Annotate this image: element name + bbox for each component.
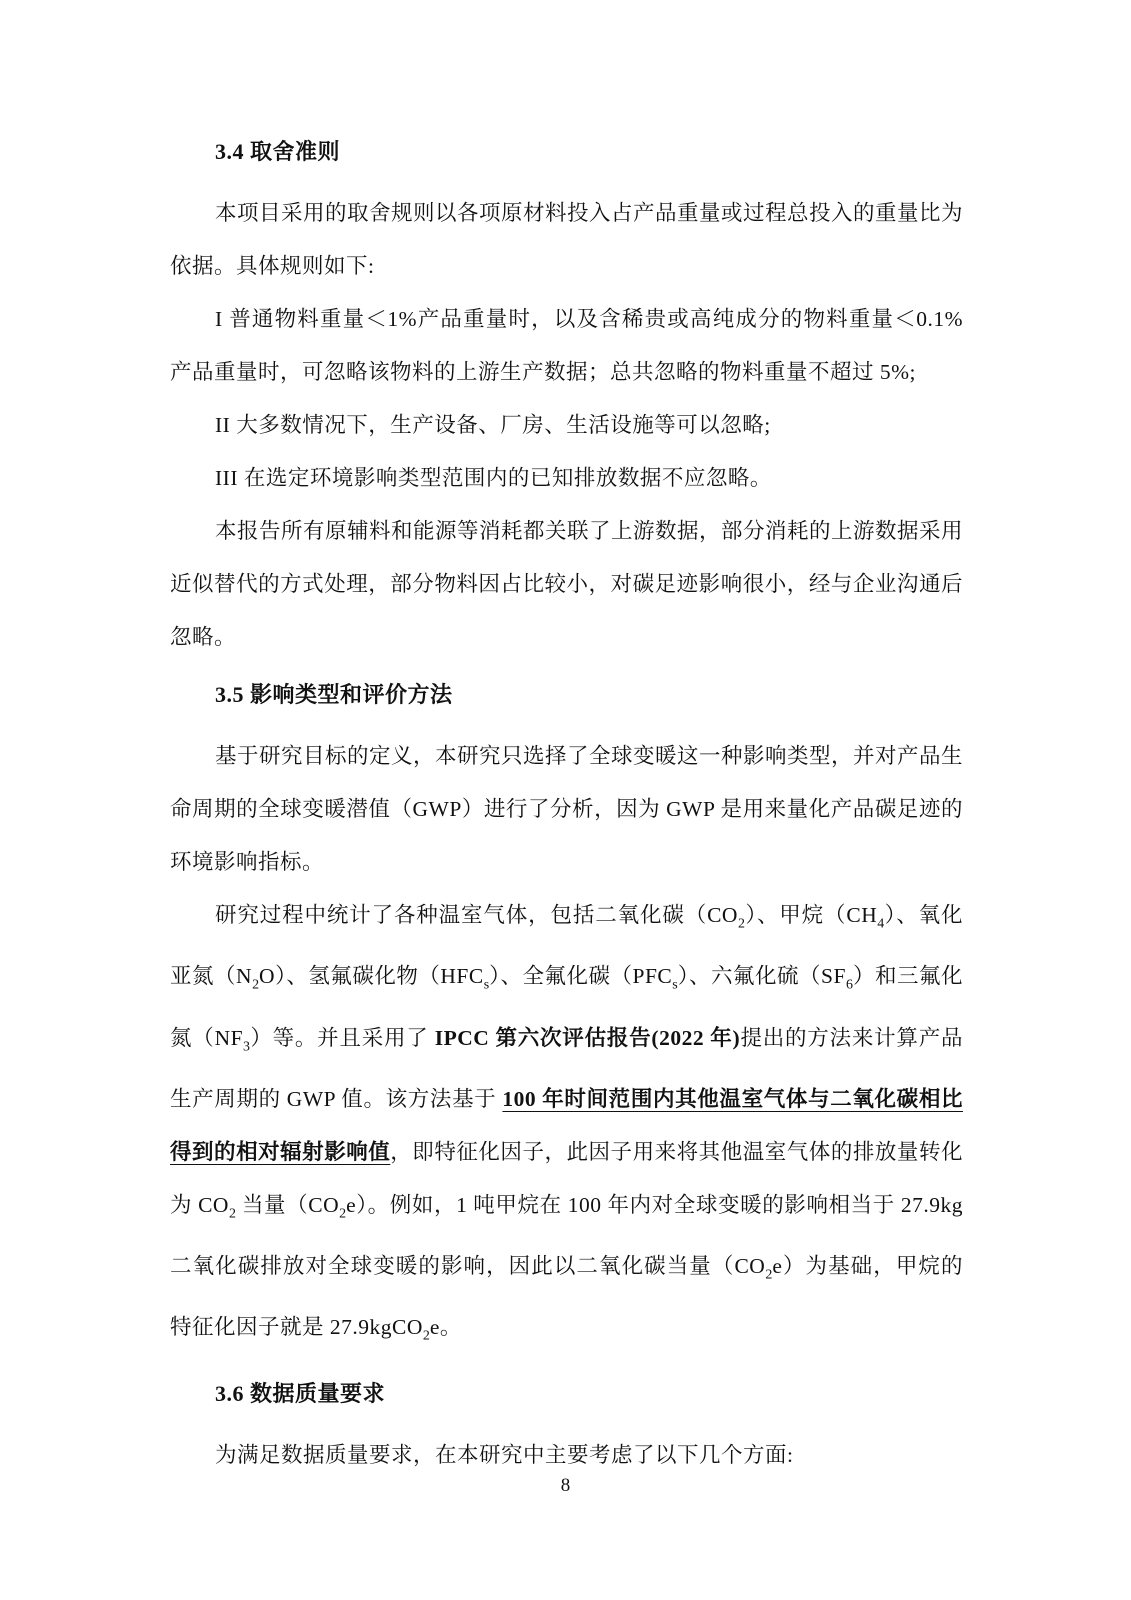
text-run: s [672,977,678,993]
text-run: 2 [252,977,260,993]
text-run: 2 [422,1328,430,1344]
document-content [170,0,963,1482]
paragraph-rule-3 [170,452,963,505]
text-run: 2 [228,1206,236,1222]
text-run: 3.5 影响类型和评价方法 [215,682,453,707]
text-run: 2 [737,916,745,932]
page-number: 8 [560,1475,571,1496]
text-run: 2 [765,1267,773,1283]
text-run: e）为基础，甲烷的特征化因子就是 27.9kgCO [170,1254,964,1340]
text-run: ）等。并且采用了 [250,1025,435,1050]
paragraph-rule-2 [170,399,963,452]
paragraph-upstream-data [170,505,963,664]
text-run: ，即特征化因子，此因子用来将其他温室气体的排放量转化为 CO [170,1139,963,1217]
text-run: 6 [845,977,853,993]
text-run: 研究过程中统计了各种温室气体，包括二氧化碳（CO [215,903,738,927]
text-run: O）、氢氟碳化物（HFC [259,964,484,989]
text-run: 当量（CO [235,1192,340,1217]
text-run: 3 [243,1038,251,1054]
text-run: e。 [429,1315,462,1340]
text-run: 本项目采用的取舍规则以各项原材料投入占产品重量或过程总投入的重量比为依据。具体规则如下: [170,201,964,278]
text-run: IPCC 第六次评估报告(2022 年) [434,1025,741,1050]
text-run: I 普通物料重量＜1%产品重量时，以及含稀贵或高纯成分的物料重量＜0.1%产品重量时，可忽略该物料的上游生产数据；总共忽略的物料重量不超过 5%; [170,307,963,384]
text-run: II 大多数情况下，生产设备、厂房、生活设施等可以忽略; [215,413,771,437]
paragraph-rule-1 [170,293,963,399]
text-run: ）、全氟化碳（PFC [489,964,673,989]
text-run: ）、氧化亚氮（N [170,903,963,989]
paragraph-cutoff-rules-intro [170,187,963,293]
paragraph-gwp-intro [170,730,963,889]
text-run: 100 年时间范围内其他温室气体与二氧化碳相比得到的相对辐射影响值 [170,1086,963,1164]
text-run: ）、甲烷（CH [744,903,878,927]
text-run: III 在选定环境影响类型范围内的已知排放数据不应忽略。 [215,466,772,490]
section-heading-3-6 [170,1367,963,1420]
text-run: e）。例如，1 吨甲烷在 100 年内对全球变暖的影响相当于 27.9kg 二氧化碳排放对全球变暖的影响，因此以二氧化碳当量（CO [170,1192,963,1279]
text-run: 4 [877,916,885,932]
text-run: 3.6 数据质量要求 [215,1380,386,1406]
text-run: 2 [339,1206,347,1222]
text-run: 3.4 取舍准则 [215,139,341,164]
section-heading-3-5 [170,668,963,721]
text-run: 为满足数据质量要求，在本研究中主要考虑了以下几个方面: [215,1442,794,1467]
text-run: ）和三氟化氮（NF [170,964,963,1050]
paragraph-ghg-method [170,889,963,1363]
text-run: 基于研究目标的定义，本研究只选择了全球变暖这一种影响类型，并对产品生命周期的全球变暖潜值（GWP）进行了分析，因为 GWP 是用来量化产品碳足迹的环境影响指标。 [170,744,964,874]
text-run: 本报告所有原辅料和能源等消耗都关联了上游数据，部分消耗的上游数据采用近似替代的方式处理，部分物料因占比较小，对碳足迹影响很小，经与企业沟通后忽略。 [170,519,964,649]
text-run: s [483,977,490,993]
text-run: 提出的方法来计算产品生产周期的 GWP 值。该方法基于 [170,1025,963,1111]
text-run: ）、六氟化硫（SF [677,964,846,989]
section-heading-3-4 [170,125,963,178]
